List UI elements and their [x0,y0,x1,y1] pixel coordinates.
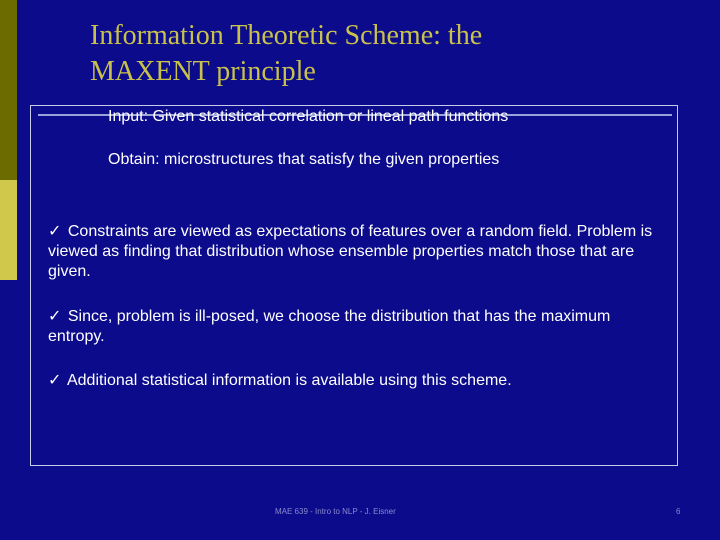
bullet-text: Since, problem is ill-posed, we choose the distribution that has the maximum entropy. [48,308,611,345]
slide-footer: MAE 639 - Intro to NLP - J. Eisner [275,507,396,516]
checkmark-icon: ✓ [48,372,62,389]
left-accent-strip-light [0,180,17,280]
bullet-text: Additional statistical information is available using this scheme. [66,372,512,389]
left-accent-strip-dark [0,0,17,180]
bullet-constraints [48,222,668,282]
slide-title-line-1: Information Theoretic Scheme: the [90,20,483,51]
input-text: Input: Given statistical correlation or lineal path functions [108,108,509,125]
bullet-max-entropy [48,307,668,347]
page-number: 6 [676,507,681,516]
bullet-additional-info [48,371,668,391]
obtain-text: Obtain: microstructures that satisfy the given properties [108,151,500,168]
slide-title [90,18,690,90]
bullet-text: Constraints are viewed as expectations of features over a random field. Problem is viewed as finding that distribution whose ensemble properties match those that are given. [48,223,653,280]
checkmark-icon: ✓ [48,308,62,325]
checkmark-icon: ✓ [48,223,62,240]
slide-title-line-2: MAXENT principle [90,56,316,87]
